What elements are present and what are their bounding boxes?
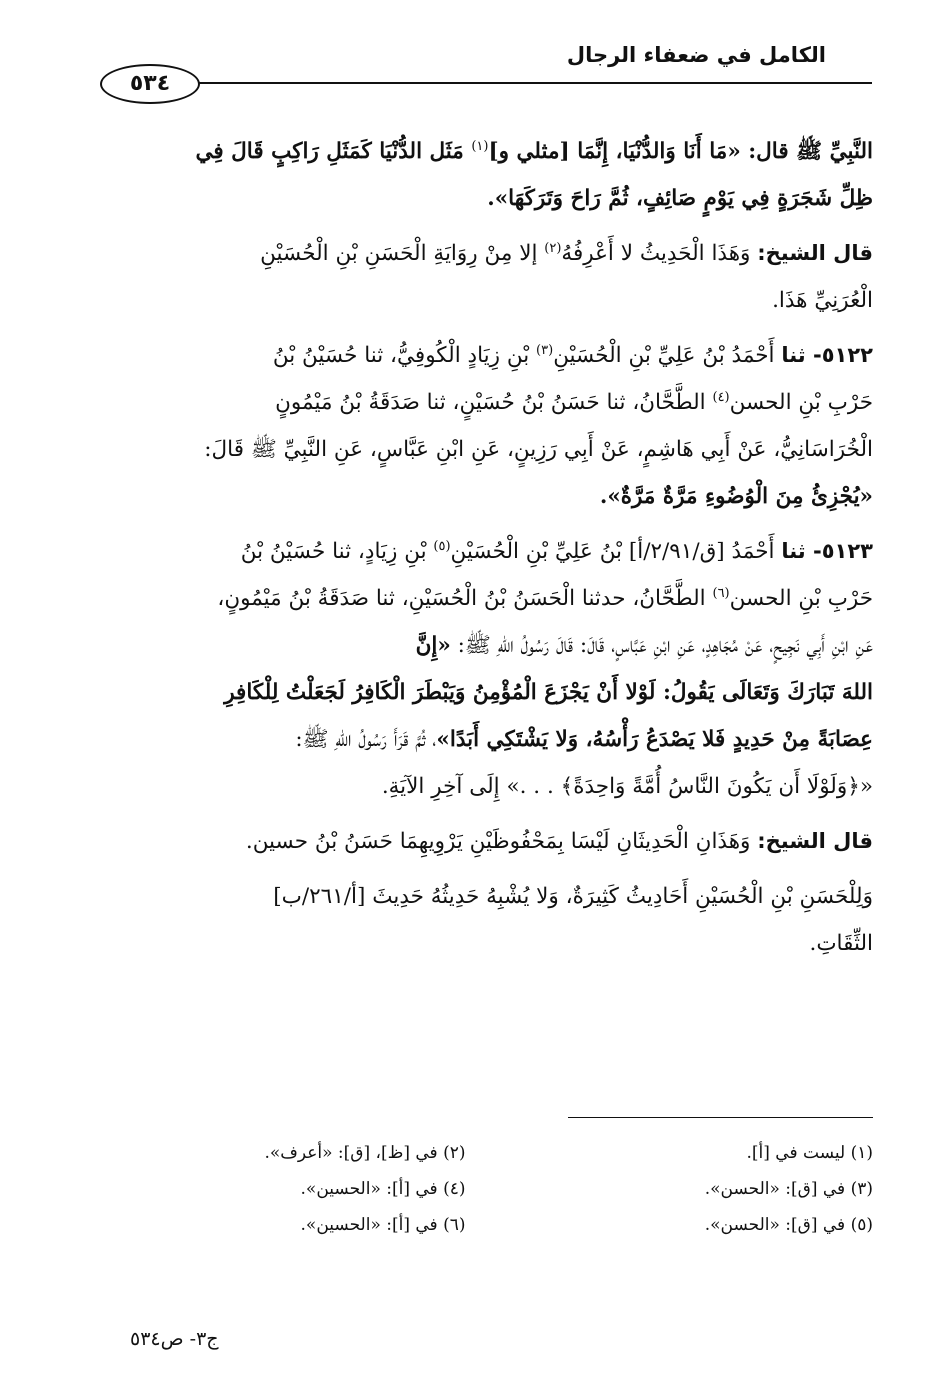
hadith-5123: [58, 528, 873, 810]
hadith-text: مَثَل الدُّنْيَا كَمَثَلِ رَاكِبٍ قَالَ فِي: [195, 139, 472, 164]
thana-label: ثنا: [781, 539, 806, 563]
paragraph-5: [58, 818, 873, 865]
footnote-ref-6: (٦): [712, 585, 730, 601]
hadith-text: النَّبِيِّ ﷺ قال: «مَا أَنَا وَالدُّنْيَا، إِنَّمَا [مثلي و]: [488, 139, 873, 164]
isnad-text: الطَّحَّانُ، ثنا حَسَنُ بْنُ حُسَيْنٍ، ثنا صَدَقَةُ بْنُ مَيْمُونٍ: [275, 390, 713, 415]
hadith-number: ٥١٢٣-: [805, 539, 873, 563]
text: الثِّقَاتِ.: [809, 931, 873, 956]
text: إلا مِنْ رِوَايَةِ الْحَسَنِ بْنِ الْحُسَيْنِ: [260, 241, 545, 266]
shaykh-label: قال الشيخ:: [757, 829, 873, 853]
isnad-text: الطَّحَّانُ، حدثنا الْحَسَنُ بْنُ الْحُسَيْنِ، ثنا صَدَقَةُ بْنُ مَيْمُونٍ،: [217, 586, 713, 611]
isnad-text: بْنِ زِيَادٍ الْكُوفِيُّ، ثنا حُسَيْنُ بْنُ: [272, 343, 537, 368]
hadith-text: عِصَابَةً مِنْ حَدِيدٍ فَلا يَصْدَعُ رَأْسُهُ، وَلا يَشْتَكِي أَبَدًا»: [436, 727, 873, 752]
footnote-ref-5: (٥): [433, 538, 451, 554]
volume-page-reference: ج٣- ص٥٣٤: [130, 1328, 219, 1350]
shaykh-label: قال الشيخ:: [757, 241, 873, 265]
isnad-text: حَرْبِ بْنِ الحسن: [729, 586, 873, 611]
footnote-2: (٢) في [ظ]، [ق]: «أعرف».: [264, 1143, 466, 1163]
isnad-text: حَرْبِ بْنِ الحسن: [729, 390, 873, 415]
paragraph-1: [58, 128, 873, 222]
hadith-number: ٥١٢٢-: [805, 343, 873, 367]
footnote-ref-3: (٣): [536, 342, 554, 358]
text: وَهَذَا الْحَدِيثُ لا أَعْرِفُهُ: [561, 241, 758, 266]
text: وَهَذَانِ الْحَدِيثَانِ لَيْسَا بِمَحْفُوظَيْنِ يَرْوِيهِمَا حَسَنُ بْنُ حسين.: [245, 829, 758, 854]
paragraph-2: [58, 230, 873, 324]
thana-label: ثنا: [781, 343, 806, 367]
hadith-text: «يُجْزِئُ مِنَ الْوُضُوءِ مَرَّةٌ مَرَّةٌ».: [599, 484, 873, 509]
footnote-ref-1: (١): [471, 138, 489, 154]
hadith-text: «إِنَّ: [415, 633, 451, 658]
footnote-ref-4: (٤): [712, 389, 730, 405]
footnote-6: (٦) في [أ]: «الحسين».: [300, 1215, 466, 1235]
text: وَلِلْحَسَنِ بْنِ الْحُسَيْنِ أَحَادِيثُ كَثِيرَةٌ، وَلا يُشْبِهُ حَدِيثُهُ حَدِيثَ [أ/٢٦١/ب]: [273, 884, 873, 909]
page-number-badge: ٥٣٤: [100, 64, 200, 104]
text: ، ثُمَّ قَرَأَ رَسُولُ اللهِ ﷺ:: [295, 727, 437, 752]
footnote-5: (٥) في [ق]: «الحسن».: [704, 1215, 873, 1235]
hadith-text: ظِلِّ شَجَرَةٍ فِي يَوْمٍ صَائِفٍ، ثُمَّ رَاحَ وَتَرَكَهَا».: [487, 186, 873, 211]
text: الْعُرَنِيِّ هَذَا.: [772, 288, 873, 313]
footnote-ref-2: (٢): [544, 240, 562, 256]
isnad-text: أَحْمَدُ بْنُ عَلِيِّ بْنِ الْحُسَيْنِ: [553, 343, 782, 368]
footnote-4: (٤) في [أ]: «الحسين».: [300, 1179, 466, 1199]
header-rule: [102, 82, 872, 84]
footnote-3: (٣) في [ق]: «الحسن».: [704, 1179, 873, 1199]
page-body: [58, 128, 873, 975]
quran-verse: «﴿وَلَوْلَا أَن يَكُونَ النَّاسُ أُمَّةً وَاحِدَةً﴾ . . .» إِلَى آخِرِ الآيَةِ.: [381, 774, 873, 799]
isnad-text: أَحْمَدُ [ق/٢/٩١/أ] بْنُ عَلِيِّ بْنِ الْحُسَيْنِ: [450, 539, 782, 564]
running-header-title: الكامل في ضعفاء الرجال: [566, 43, 826, 67]
isnad-text: بْنِ زِيَادٍ، ثنا حُسَيْنُ بْنُ: [240, 539, 434, 564]
footnote-rule: [568, 1117, 873, 1118]
hadith-text: اللهَ تَبَارَكَ وَتَعَالَى يَقُولُ: لَوْلا أَنْ يَجْزَعَ الْمُؤْمِنُ وَيَبْطَرَ الْكَافِرُ لَجَعَلْتُ لِلْكَافِرِ: [224, 680, 873, 705]
footnotes: [58, 1135, 873, 1243]
isnad-text: عَنِ ابْنِ أَبِي نَجِيحٍ، عَنْ مُجَاهِدٍ، عَنِ ابْنِ عَبَّاسٍ، قَالَ: قَالَ رَسُولُ اللهِ ﷺ:: [450, 633, 873, 658]
isnad-text: الْخُرَاسَانِيُّ، عَنْ أَبِي هَاشِمٍ، عَنْ أَبِي رَزِينٍ، عَنِ ابْنِ عَبَّاسٍ، عَنِ النَّبِيِّ ﷺ قَالَ:: [204, 437, 873, 462]
paragraph-6: [58, 873, 873, 967]
footnote-1: (١) ليست في [أ].: [746, 1143, 873, 1163]
hadith-5122: [58, 332, 873, 520]
